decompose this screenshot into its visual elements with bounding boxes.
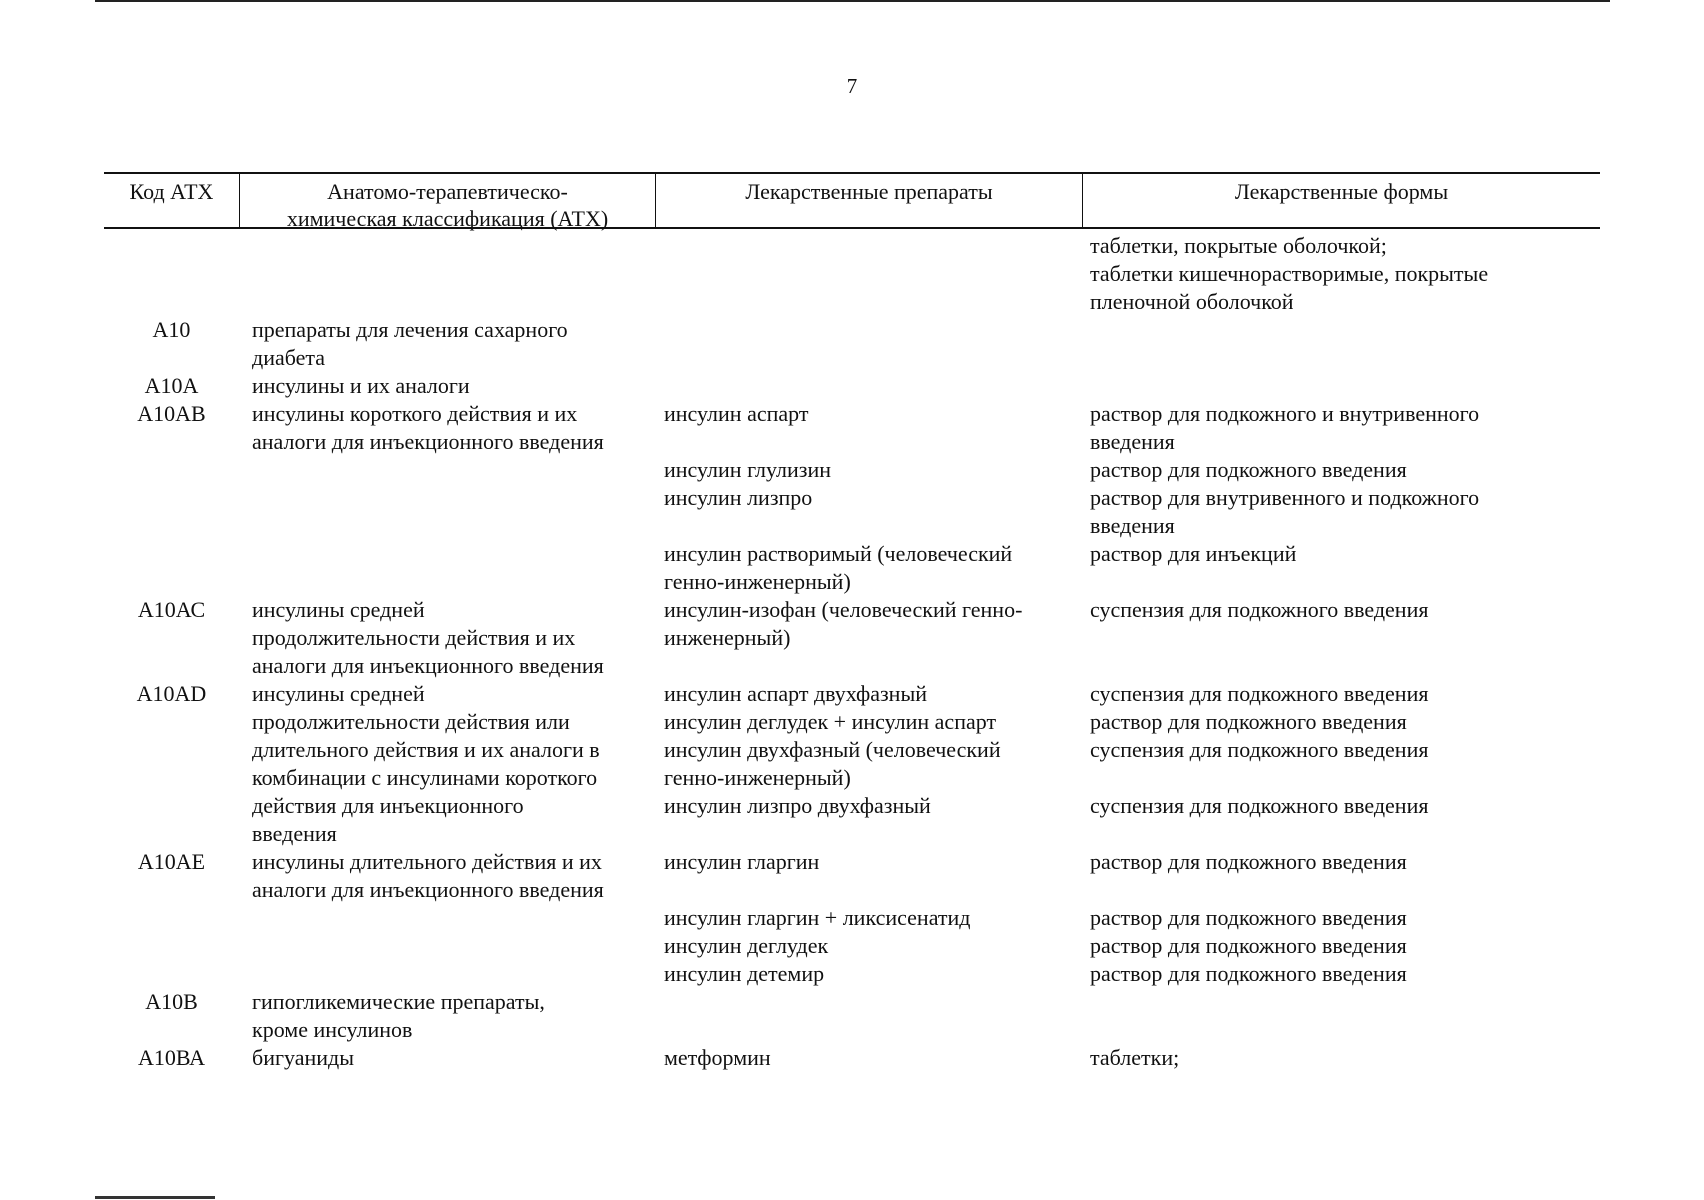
cell-forms-line: суспензия для подкожного введения bbox=[1090, 737, 1429, 762]
cell-classification-line: бигуаниды bbox=[252, 1045, 354, 1070]
table-row bbox=[104, 372, 1600, 400]
cell-classification-line: продолжительности действия и их bbox=[252, 625, 576, 650]
cell-classification bbox=[252, 988, 657, 1044]
cell-classification bbox=[252, 372, 657, 400]
cell-classification-line: кроме инсулинов bbox=[252, 1017, 413, 1042]
cell-forms-line: введения bbox=[1090, 513, 1175, 538]
cell-drugs-line: генно-инженерный) bbox=[664, 765, 851, 790]
table-row bbox=[104, 1044, 1600, 1072]
cell-forms bbox=[1090, 232, 1590, 316]
cell-drugs-line: метформин bbox=[664, 1045, 771, 1070]
cell-drugs bbox=[664, 680, 1079, 820]
top-rule bbox=[95, 0, 1610, 2]
table-row bbox=[104, 540, 1600, 596]
table-row bbox=[104, 848, 1600, 904]
cell-drugs-line: инсулин гларгин + ликсисенатид bbox=[664, 905, 971, 930]
cell-drugs-line: инсулин-изофан (человеческий генно- bbox=[664, 597, 1023, 622]
cell-drugs-line: генно-инженерный) bbox=[664, 569, 851, 594]
cell-classification-line: инсулины и их аналоги bbox=[252, 373, 470, 398]
cell-forms-line: таблетки; bbox=[1090, 1045, 1180, 1070]
cell-forms-line: суспензия для подкожного введения bbox=[1090, 681, 1429, 706]
cell-classification-line: инсулины средней bbox=[252, 597, 425, 622]
table-row bbox=[104, 680, 1600, 848]
cell-classification-line: инсулины средней bbox=[252, 681, 425, 706]
cell-classification-line: продолжительности действия или bbox=[252, 709, 570, 734]
cell-classification-line: аналоги для инъекционного введения bbox=[252, 429, 604, 454]
cell-drugs bbox=[664, 1044, 1079, 1072]
cell-forms-line: раствор для внутривенного и подкожного bbox=[1090, 485, 1480, 510]
header-classification bbox=[239, 174, 655, 229]
cell-drugs-line: инсулин лизпро двухфазный bbox=[664, 793, 931, 818]
cell-classification-line: гипогликемические препараты, bbox=[252, 989, 545, 1014]
cell-code: А10АВ bbox=[137, 401, 206, 426]
cell-forms bbox=[1090, 680, 1590, 820]
cell-forms-line: суспензия для подкожного введения bbox=[1090, 597, 1429, 622]
cell-code: А10AD bbox=[136, 681, 207, 706]
cell-drugs bbox=[664, 596, 1079, 652]
cell-classification-line: инсулины длительного действия и их bbox=[252, 849, 602, 874]
cell-forms-line: раствор для подкожного введения bbox=[1090, 709, 1407, 734]
cell-forms bbox=[1090, 848, 1590, 876]
cell-forms bbox=[1090, 1044, 1590, 1072]
cell-classification-line: действия для инъекционного bbox=[252, 793, 524, 818]
cell-code: А10АЕ bbox=[137, 849, 206, 874]
cell-classification bbox=[252, 680, 657, 848]
cell-forms-line: таблетки, покрытые оболочкой; bbox=[1090, 233, 1387, 258]
cell-forms-line: пленочной оболочкой bbox=[1090, 289, 1294, 314]
cell-drugs-line: инсулин глулизин bbox=[664, 457, 831, 482]
table-row bbox=[104, 904, 1600, 988]
table-body bbox=[104, 232, 1600, 1072]
cell-classification bbox=[252, 400, 657, 456]
header-code: Код АТХ bbox=[129, 179, 214, 204]
cell-drugs-line: инсулин лизпро bbox=[664, 485, 813, 510]
cell-drugs bbox=[664, 484, 1079, 512]
cell-classification-line: инсулины короткого действия и их bbox=[252, 401, 578, 426]
table-row bbox=[104, 456, 1600, 484]
cell-forms bbox=[1090, 540, 1590, 568]
cell-drugs bbox=[664, 456, 1079, 484]
cell-forms-line: таблетки кишечнорастворимые, покрытые bbox=[1090, 261, 1489, 286]
cell-drugs bbox=[664, 400, 1079, 428]
cell-drugs-line: инсулин двухфазный (человеческий bbox=[664, 737, 1001, 762]
cell-forms-line: раствор для подкожного введения bbox=[1090, 933, 1407, 958]
cell-forms-line: введения bbox=[1090, 429, 1175, 454]
cell-forms-line bbox=[1090, 764, 1590, 792]
cell-drugs-line: инсулин деглудек + инсулин аспарт bbox=[664, 709, 997, 734]
cell-drugs bbox=[664, 540, 1079, 596]
cell-drugs-line: инсулин деглудек bbox=[664, 933, 829, 958]
cell-drugs-line: инсулин аспарт bbox=[664, 401, 809, 426]
cell-classification bbox=[252, 316, 657, 372]
table-row bbox=[104, 484, 1600, 540]
table-row bbox=[104, 988, 1600, 1044]
cell-code: А10ВА bbox=[137, 1045, 206, 1070]
bottom-mark bbox=[95, 1196, 215, 1199]
cell-forms bbox=[1090, 904, 1590, 988]
cell-classification-line: диабета bbox=[252, 345, 326, 370]
cell-forms-line: раствор для подкожного введения bbox=[1090, 849, 1407, 874]
cell-classification-line: длительного действия и их аналоги в bbox=[252, 737, 600, 762]
cell-forms bbox=[1090, 456, 1590, 484]
cell-forms bbox=[1090, 400, 1590, 456]
cell-classification-line: аналоги для инъекционного введения bbox=[252, 877, 604, 902]
header-forms: Лекарственные формы bbox=[1082, 174, 1600, 229]
cell-classification bbox=[252, 596, 657, 680]
cell-forms bbox=[1090, 484, 1590, 540]
cell-forms-line: раствор для подкожного введения bbox=[1090, 457, 1407, 482]
cell-drugs-line: инсулин растворимый (человеческий bbox=[664, 541, 1013, 566]
cell-classification-line: препараты для лечения сахарного bbox=[252, 317, 568, 342]
cell-drugs bbox=[664, 904, 1079, 988]
cell-forms-line: раствор для подкожного введения bbox=[1090, 905, 1407, 930]
cell-code: А10В bbox=[145, 989, 198, 1014]
cell-classification bbox=[252, 1044, 657, 1072]
header-drugs: Лекарственные препараты bbox=[655, 174, 1082, 229]
cell-drugs-line: инсулин гларгин bbox=[664, 849, 820, 874]
header-classification-line: химическая классификация (АТХ) bbox=[286, 206, 609, 231]
cell-code: А10АС bbox=[137, 597, 206, 622]
header-classification-line: Анатомо-терапевтическо- bbox=[327, 179, 568, 204]
cell-drugs bbox=[664, 848, 1079, 876]
cell-forms-line: раствор для подкожного и внутривенного bbox=[1090, 401, 1480, 426]
cell-classification bbox=[252, 848, 657, 904]
cell-drugs-line: инженерный) bbox=[664, 625, 791, 650]
cell-forms bbox=[1090, 596, 1590, 624]
page-number: 7 bbox=[846, 74, 858, 98]
cell-classification-line: комбинации с инсулинами короткого bbox=[252, 765, 598, 790]
cell-forms-line: суспензия для подкожного введения bbox=[1090, 793, 1429, 818]
cell-drugs-line: инсулин детемир bbox=[664, 961, 825, 986]
table-row bbox=[104, 316, 1600, 372]
cell-drugs-line: инсулин аспарт двухфазный bbox=[664, 681, 928, 706]
cell-forms-line: раствор для инъекций bbox=[1090, 541, 1297, 566]
table-row bbox=[104, 232, 1600, 316]
cell-classification-line: введения bbox=[252, 821, 337, 846]
cell-classification-line: аналоги для инъекционного введения bbox=[252, 653, 604, 678]
cell-code: А10 bbox=[152, 317, 191, 342]
cell-forms-line: раствор для подкожного введения bbox=[1090, 961, 1407, 986]
table-row bbox=[104, 400, 1600, 456]
table-row bbox=[104, 596, 1600, 680]
table-header bbox=[104, 172, 1600, 229]
cell-code: А10А bbox=[144, 373, 199, 398]
